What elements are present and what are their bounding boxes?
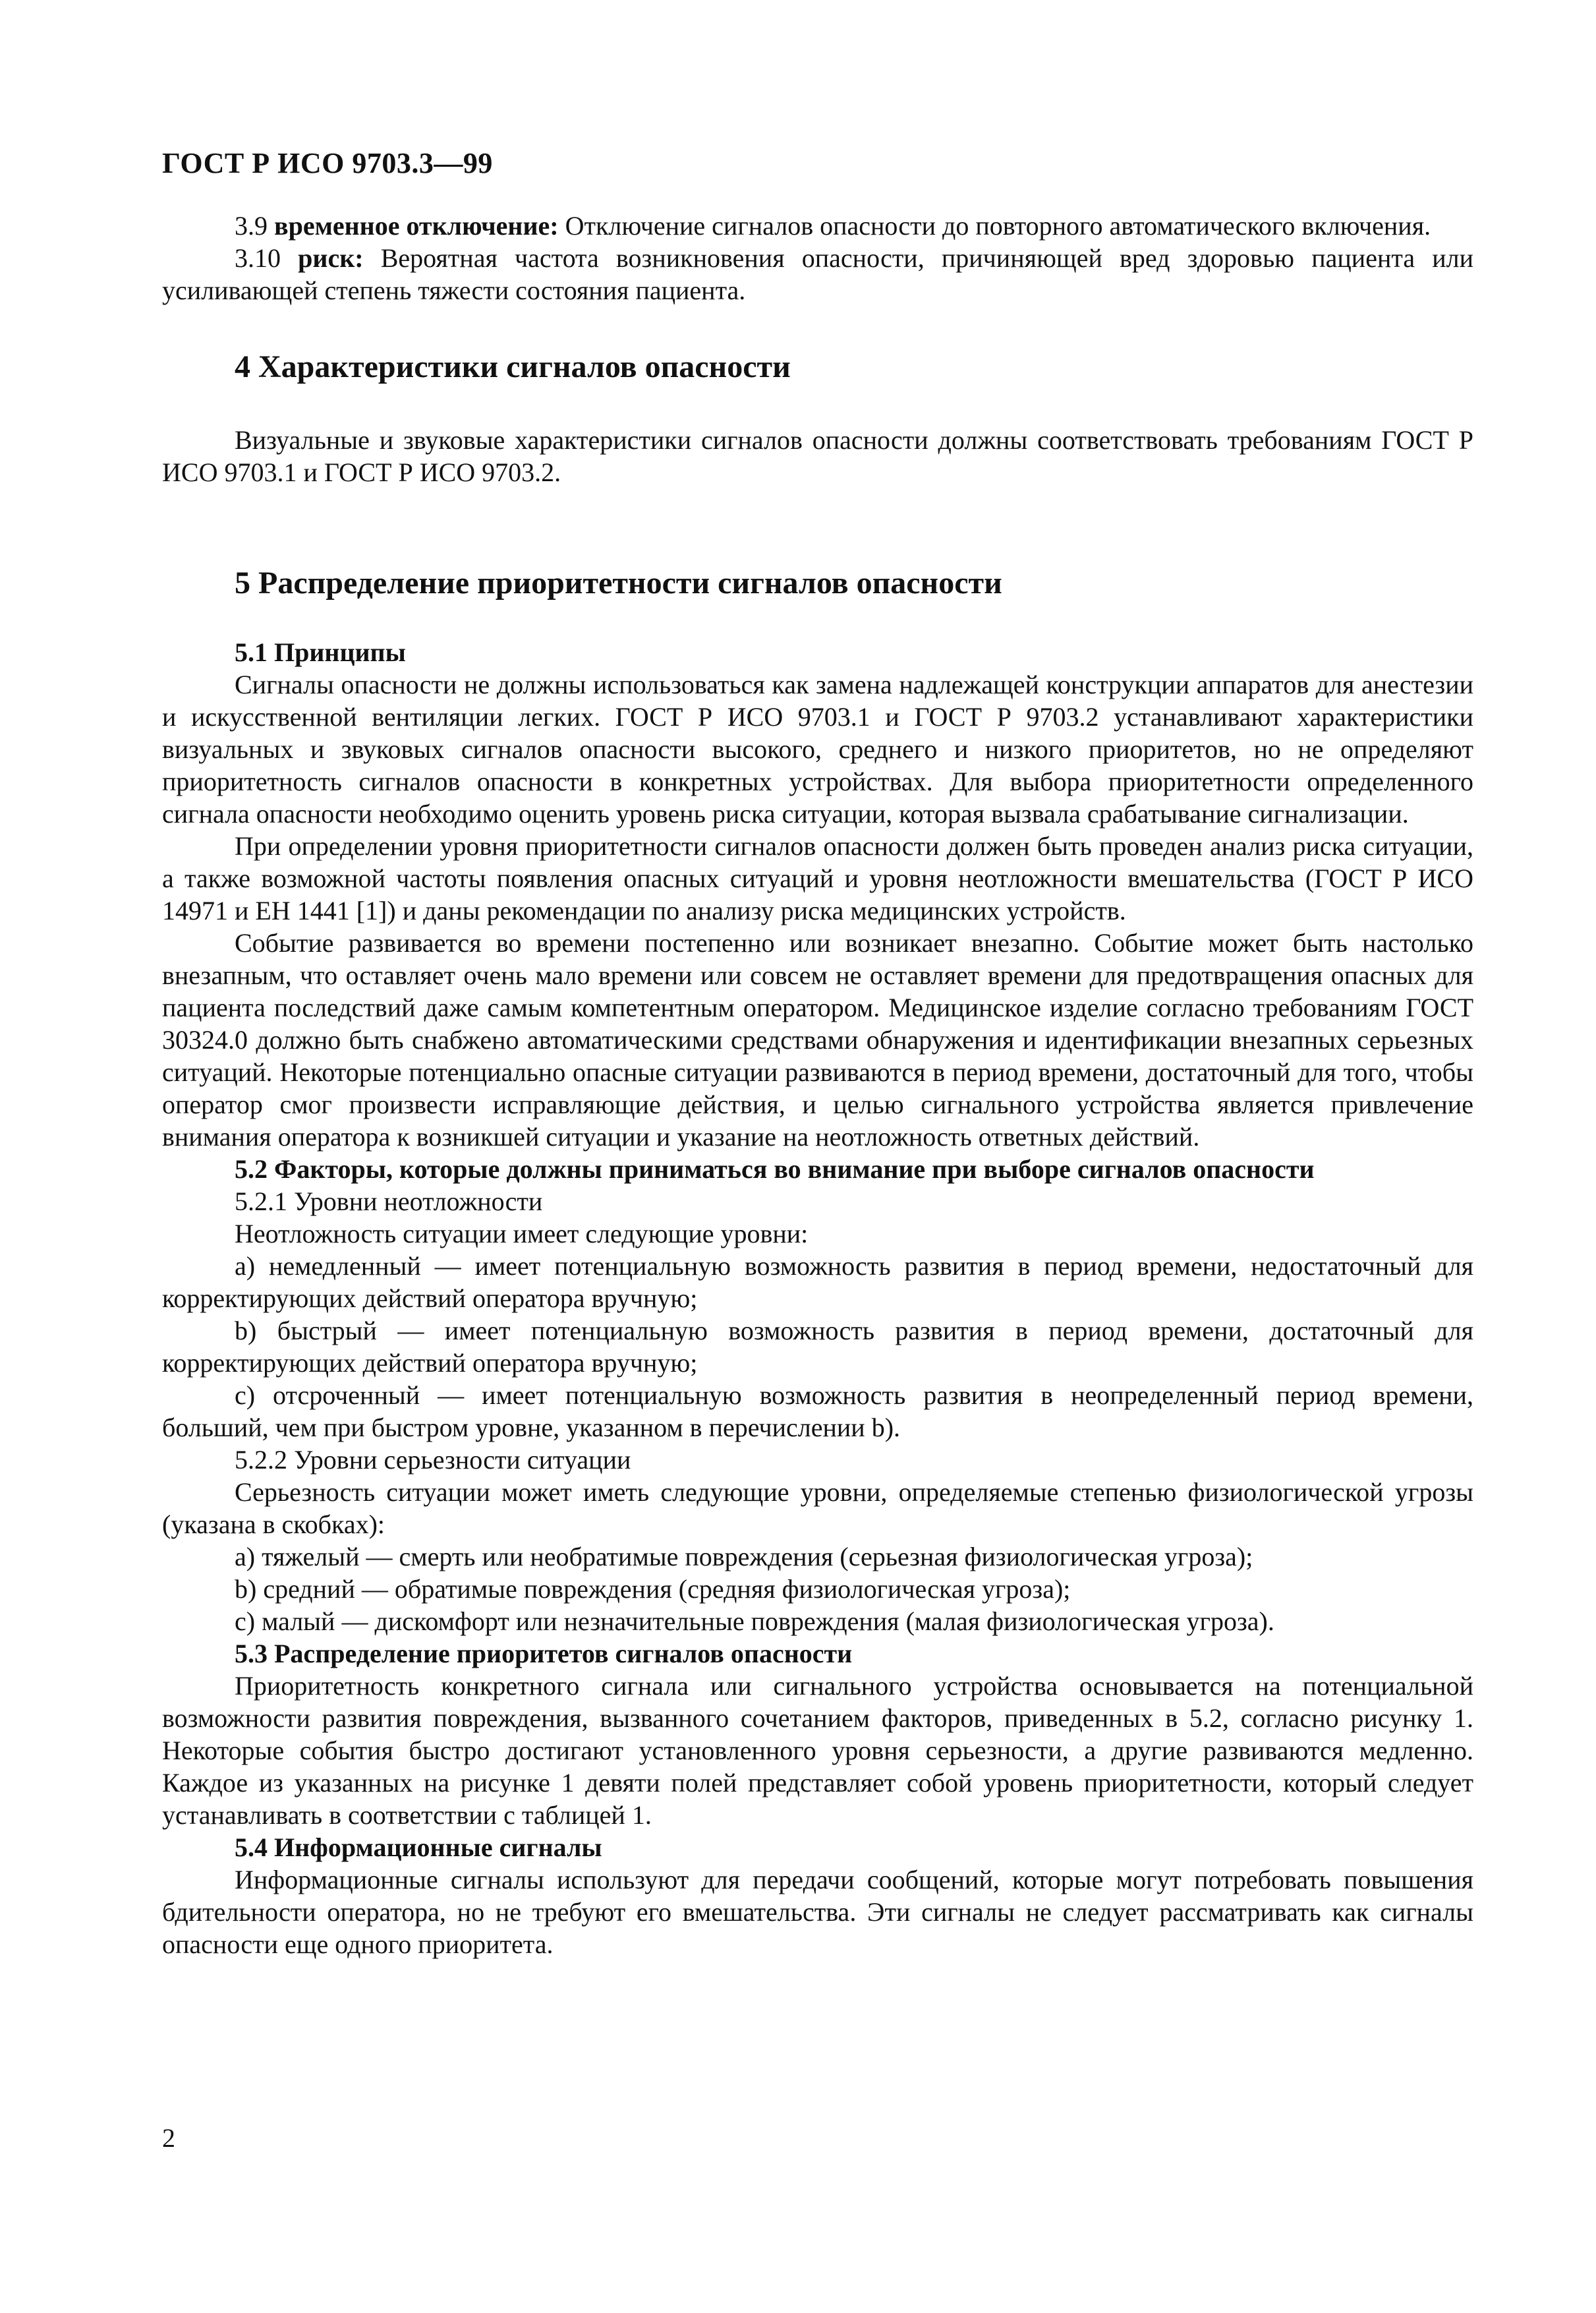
subsection-5-1-paragraph-3: Событие развивается во времени постепенно или возникает внезапно. Событие может быть настолько внезапным, что оставляет очень мало времени или совсем не оставляет времени для предотвращения опасных для пациента последствий даже самым компетентным оператором. Медицинское изделие согласно требованиям ГОСТ 30324.0 должно быть снабжено автоматическими средствами обнаружения и идентификации внезапных серьезных ситуаций. Некоторые потенциально опасные ситуации развиваются в период времени, достаточный для того, чтобы оператор смог произвести исправляющие действия, и целью сигнального устройства является привлечение внимания оператора к возникшей ситуации и указание на неотложность ответных действий. [162,928,1473,1152]
subsection-5-2-1-heading: 5.2.1 Уровни неотложности [235,1186,543,1216]
standard-code-header: ГОСТ Р ИСО 9703.3—99 [162,147,493,179]
list-item-a: а) немедленный — имеет потенциальную возможность развития в период времени, недостаточный для корректирующих действий оператора вручную; [162,1251,1473,1313]
term-3-10 [162,242,1473,307]
term-name: риск: [298,243,364,273]
list-item-b: b) средний — обратимые повреждения (средняя физиологическая угроза); [235,1574,1071,1604]
section-5-title: 5 Распределение приоритетности сигналов опасности [235,566,1002,600]
list-item-a: а) тяжелый — смерть или необратимые повреждения (серьезная физиологическая угроза); [235,1542,1253,1571]
list-item-b: b) быстрый — имеет потенциальную возможность развития в период времени, достаточный для корректирующих действий оператора вручную; [162,1316,1473,1378]
subsection-5-4-heading: 5.4 Информационные сигналы [235,1832,602,1862]
subsection-5-3-heading: 5.3 Распределение приоритетов сигналов опасности [235,1639,853,1668]
list-item-c: c) отсроченный — имеет потенциальную возможность развития в неопределенный период времени, больший, чем при быстром уровне, указанном в перечислении b). [162,1380,1473,1442]
subsection-5-4-paragraph: Информационные сигналы используют для передачи сообщений, которые могут потребовать повышения бдительности оператора, но не требуют его вмешательства. Эти сигналы не следует рассматривать как сигналы опасности еще одного приоритета. [162,1865,1473,1959]
page-body [162,210,1473,1960]
term-number: 3.10 [235,243,281,273]
section-4-title: 4 Характеристики сигналов опасности [235,349,791,384]
subsection-5-1-paragraph-2: При определении уровня приоритетности сигналов опасности должен быть проведен анализ риска ситуации, а также возможной частоты появления опасных ситуаций и уровня неотложности вмешательства (ГОСТ Р ИСО 14971 и ЕН 1441 [1]) и даны рекомендации по анализу риска медицинских устройств. [162,831,1473,925]
term-name: временное отключение: [274,211,559,241]
subsection-5-2-1-intro: Неотложность ситуации имеет следующие уровни: [235,1219,809,1248]
subsection-5-2-2-heading: 5.2.2 Уровни серьезности ситуации [235,1445,631,1475]
subsection-5-1-paragraph-1: Сигналы опасности не должны использоваться как замена надлежащей конструкции аппаратов для анестезии и искусственной вентиляции легких. ГОСТ Р ИСО 9703.1 и ГОСТ Р 9703.2 устанавливают характеристики визуальных и звуковых сигналов опасности высокого, среднего и низкого приоритетов, но не определяют приоритетность сигналов опасности в конкретных устройствах. Для выбора приоритетности определенного сигнала опасности необходимо оценить уровень риска ситуации, которая вызвала срабатывание сигнализации. [162,670,1473,829]
list-item-c: c) малый — дискомфорт или незначительные повреждения (малая физиологическая угроза). [235,1606,1274,1636]
page-number: 2 [162,2123,175,2153]
term-number: 3.9 [235,211,268,241]
subsection-5-3-paragraph: Приоритетность конкретного сигнала или сигнального устройства основывается на потенциальной возможности развития повреждения, вызванного сочетанием факторов, приведенных в 5.2, согласно рисунку 1. Некоторые события быстро достигают установленного уровня серьезности, а другие развиваются медленно. Каждое из указанных на рисунке 1 девяти полей представляет собой уровень приоритетности, который следует устанавливать в соответствии с таблицей 1. [162,1671,1473,1830]
subsection-5-1-heading: 5.1 Принципы [235,637,406,667]
term-3-9 [162,210,1473,242]
section-4-paragraph: Визуальные и звуковые характеристики сигналов опасности должны соответствовать требованиям ГОСТ Р ИСО 9703.1 и ГОСТ Р ИСО 9703.2. [162,425,1473,487]
subsection-5-2-heading: 5.2 Факторы, которые должны приниматься во внимание при выборе сигналов опасности [235,1154,1315,1184]
term-definition: Отключение сигналов опасности до повторного автоматического включения. [565,211,1431,241]
term-definition: Вероятная частота возникновения опасности, причиняющей вред здоровью пациента или усиливающей степень тяжести состояния пациента. [162,243,1474,305]
subsection-5-2-2-intro: Серьезность ситуации может иметь следующие уровни, определяемые степенью физиологической угрозы (указана в скобках): [162,1477,1473,1539]
